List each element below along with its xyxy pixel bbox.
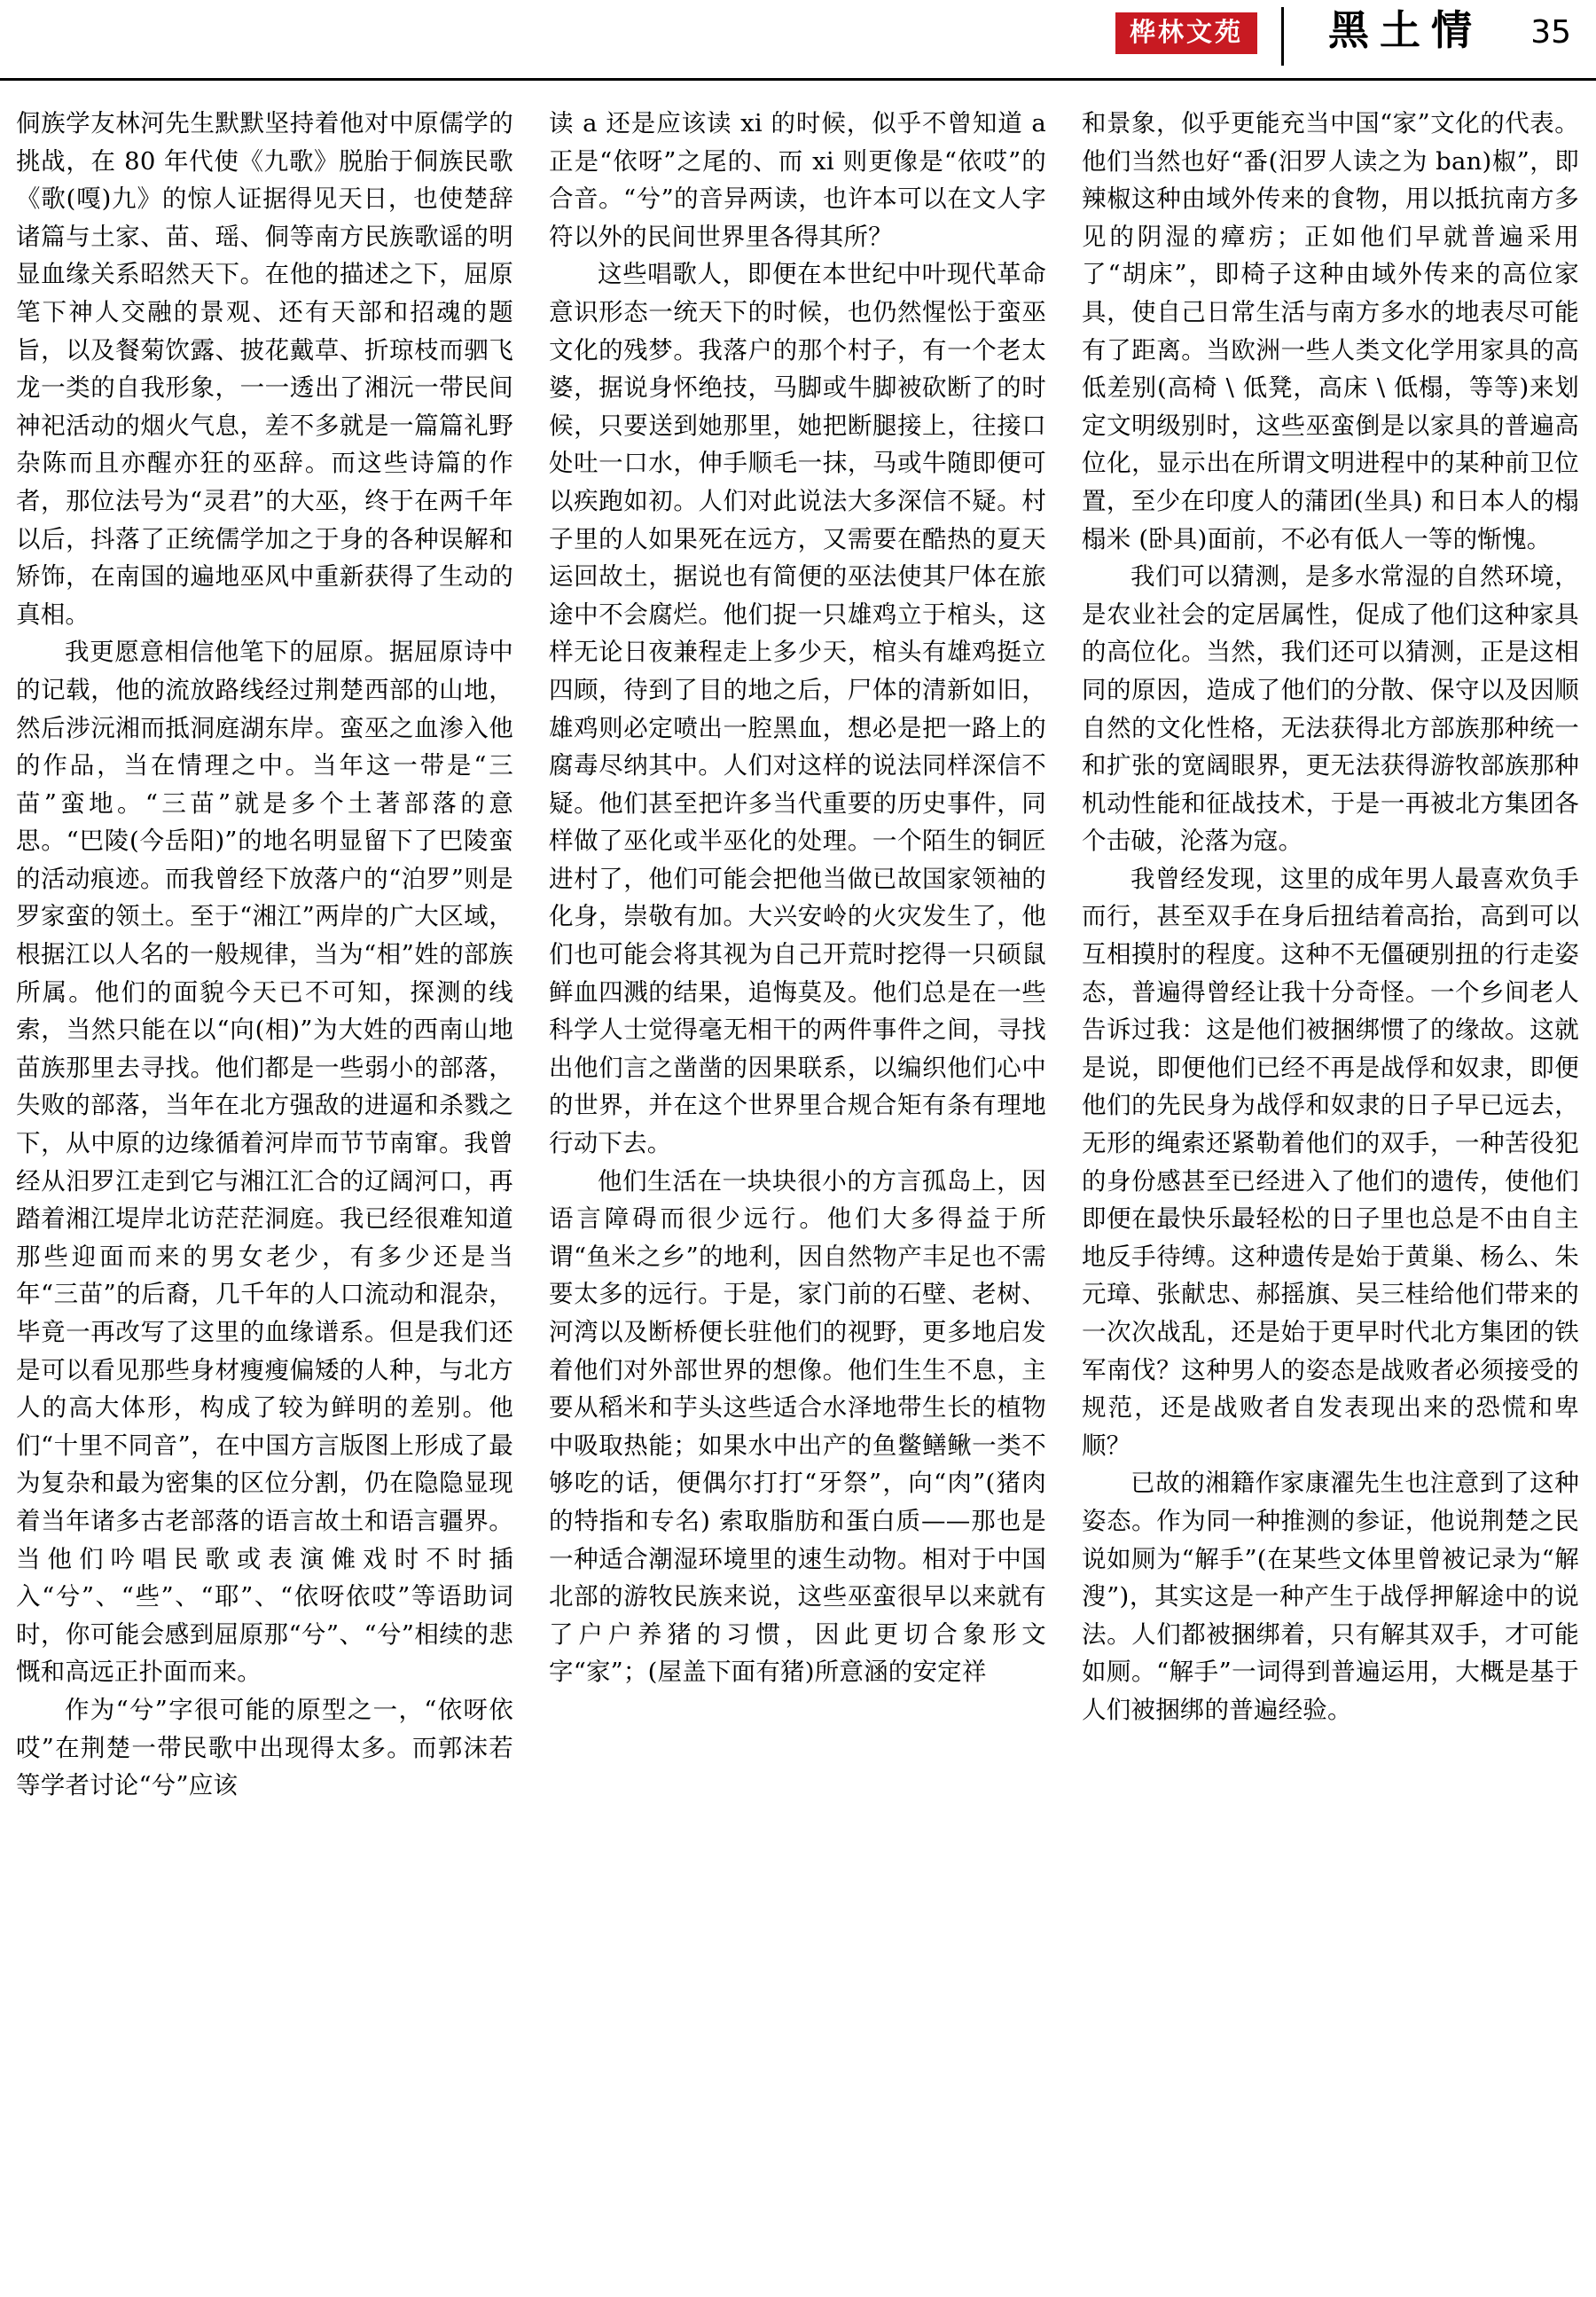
paragraph: 我更愿意相信他笔下的屈原。据屈原诗中的记载，他的流放路线经过荆楚西部的山地，然后涉沅湘而抵洞庭湖东岸。蛮巫之血渗入他的作品，当在情理之中。当年这一带是“三苗”蛮地。“三苗”就是多个土著部落的意思。“巴陵(今岳阳)”的地名明显留下了巴陵蛮的活动痕迹。而我曾经下放落户的“泊罗”则是罗家蛮的领土。至于“湘江”两岸的广大区域，根据江以人名的一般规律，当为“相”姓的部族所属。他们的面貌今天已不可知，探测的线索，当然只能在以“向(相)”为大姓的西南山地苗族那里去寻找。他们都是一些弱小的部落，失败的部落，当年在北方强敌的进逼和杀戮之下，从中原的边缘循着河岸而节节南窜。我曾经从汨罗江走到它与湘江汇合的辽阔河口，再踏着湘江堤岸北访茫茫洞庭。我已经很难知道那些迎面而来的男女老少，有多少还是当年“三苗”的后裔，几千年的人口流动和混杂，毕竟一再改写了这里的血缘谱系。但是我们还是可以看见那些身材瘦瘦偏矮的人种，与北方人的高大体形，构成了较为鲜明的差别。他们“十里不同音”，在中国方言版图上形成了最为复杂和最为密集的区位分割，仍在隐隐显现着当年诸多古老部落的语言故土和语言疆界。当他们吟唱民歌或表演傩戏时不时插入“兮”、“些”、“耶”、“依呀依哎”等语助词时，你可能会感到屈原那“兮”、“兮”相续的悲慨和高远正扑面而来。 [16,638,513,1687]
article-columns [16,105,1580,1805]
header-divider [1281,7,1284,66]
paragraph: 我们可以猜测，是多水常湿的自然环境，是农业社会的定居属性，促成了他们这种家具的高位化。当然，我们还可以猜测，正是这相同的原因，造成了他们的分散、保守以及因顺自然的文化性格，无法获得北方部族那种统一和扩张的宽阔眼界，更无法获得游牧部族那种机动性能和征战技术，于是一再被北方集团各个击破，沦落为寇。 [1082,562,1579,856]
page-number: 35 [1530,14,1571,51]
section-tag: 桦林文苑 [1115,12,1257,54]
magazine-brand: 黑土情 [1328,6,1483,54]
paragraph: 已故的湘籍作家康濯先生也注意到了这种姿态。作为同一种推测的参证，他说荆楚之民说如厕为“解手”(在某些文体里曾被记录为“解溲”)，其实这是一种产生于战俘押解途中的说法。人们都被捆绑着，只有解其双手，才可能如厕。“解手”一词得到普遍运用，大概是基于人们被捆绑的普遍经验。 [1082,1469,1579,1724]
paragraph: 侗族学友林河先生默默坚持着他对中原儒学的挑战，在 80 年代使《九歌》脱胎于侗族民歌《歌(嘎)九》的惊人证据得见天日，也使楚辞诸篇与土家、苗、瑶、侗等南方民族歌谣的明显血缘关系昭然天下。在他的描述之下，屈原笔下神人交融的景观、还有天部和招魂的题旨，以及餐菊饮露、披花戴草、折琼枝而驷飞龙一类的自我形象，一一透出了湘沅一带民间神祀活动的烟火气息，差不多就是一篇篇礼野杂陈而且亦醒亦狂的巫辞。而这些诗篇的作者，那位法号为“灵君”的大巫，终于在两千年以后，抖落了正统儒学加之于身的各种误解和矫饰，在南国的遍地巫风中重新获得了生动的真相。 [16,109,513,629]
paragraph: 他们生活在一块块很小的方言孤岛上，因语言障碍而很少远行。他们大多得益于所谓“鱼米之乡”的地利，因自然物产丰足也不需要太多的远行。于是，家门前的石壁、老树、河湾以及断桥便长驻他们的视野，更多地启发着他们对外部世界的想像。他们生生不息，主要从稻米和芋头这些适合水泽地带生长的植物中吸取热能；如果水中出产的鱼鳖鳝鳅一类不够吃的话，便偶尔打打“牙祭”，向“肉”(猪肉的特指和专名) 索取脂肪和蛋白质——那也是一种适合潮湿环境里的速生动物。相对于中国北部的游牧民族来说，这些巫蛮很早以来就有了户户养猪的习惯，因此更切合象形文字“家”；(屋盖下面有猪)所意涵的安定祥 [549,1166,1046,1687]
paragraph: 读 a 还是应该读 xi 的时候，似乎不曾知道 a 正是“依呀”之尾的、而 xi 则更像是“依哎”的合音。“兮”的音异两读，也许本可以在文人字符以外的民间世界里各得其所？ [549,109,1046,251]
paragraph: 我曾经发现，这里的成年男人最喜欢负手而行，甚至双手在身后扭结着高抬，高到可以互相摸肘的程度。这种不无僵硬别扭的行走姿态，普遍得曾经让我十分奇怪。一个乡间老人告诉过我：这是他们被捆绑惯了的缘故。这就是说，即便他们已经不再是战俘和奴隶，即便他们的先民身为战俘和奴隶的日子早已远去，无形的绳索还紧勒着他们的双手，一种苦役犯的身份感甚至已经进入了他们的遗传，使他们即便在最快乐最轻松的日子里也总是不由自主地反手待缚。这种遗传是始于黄巢、杨么、朱元璋、张献忠、郝摇旗、吴三桂给他们带来的一次次战乱，还是始于更早时代北方集团的铁军南伐？这种男人的姿态是战败者必须接受的规范，还是战败者自发表现出来的恐慌和卑顺？ [1082,864,1579,1460]
page-header [0,0,1596,82]
paragraph: 这些唱歌人，即便在本世纪中叶现代革命意识形态一统天下的时候，也仍然惺忪于蛮巫文化的残梦。我落户的那个村子，有一个老太婆，据说身怀绝技，马脚或牛脚被砍断了的时候，只要送到她那里，她把断腿接上，往接口处吐一口水，伸手顺毛一抹，马或牛随即便可以疾跑如初。人们对此说法大多深信不疑。村子里的人如果死在远方，又需要在酷热的夏天运回故土，据说也有简便的巫法使其尸体在旅途中不会腐烂。他们捉一只雄鸡立于棺头，这样无论日夜兼程走上多少天，棺头有雄鸡挺立四顾，待到了目的地之后，尸体的清新如旧，雄鸡则必定喷出一腔黑血，想必是把一路上的腐毒尽纳其中。人们对这样的说法同样深信不疑。他们甚至把许多当代重要的历史事件，同样做了巫化或半巫化的处理。一个陌生的铜匠进村了，他们可能会把他当做已故国家领袖的化身，崇敬有加。大兴安岭的火灾发生了，他们也可能会将其视为自己开荒时挖得一只硕鼠鲜血四溅的结果，追悔莫及。他们总是在一些科学人士觉得毫无相干的两件事件之间，寻找出他们言之凿凿的因果联系，以编织他们心中的世界，并在这个世界里合规合矩有条有理地行动下去。 [549,260,1046,1158]
column-middle [549,105,1046,1805]
column-right [1082,105,1579,1805]
paragraph: 和景象，似乎更能充当中国“家”文化的代表。他们当然也好“番(汨罗人读之为 ban)椒”，即辣椒这种由域外传来的食物，用以抵抗南方多见的阴湿的瘴疠；正如他们早就普遍采用了“胡床”，即椅子这种由域外传来的高位家具，使自己日常生活与南方多水的地表尽可能有了距离。当欧洲一些人类文化学用家具的高低差别(高椅 \ 低凳，高床 \ 低榻，等等)来划定文明级别时，这些巫蛮倒是以家具的普遍高位化，显示出在所谓文明进程中的某种前卫位置，至少在印度人的蒲团(坐具) 和日本人的榻榻米 (卧具)面前，不必有低人一等的惭愧。 [1082,109,1579,553]
column-left [16,105,513,1805]
paragraph: 作为“兮”字很可能的原型之一，“依呀依哎”在荆楚一带民歌中出现得太多。而郭沫若等学者讨论“兮”应该 [16,1695,513,1800]
header-rule [0,78,1596,81]
